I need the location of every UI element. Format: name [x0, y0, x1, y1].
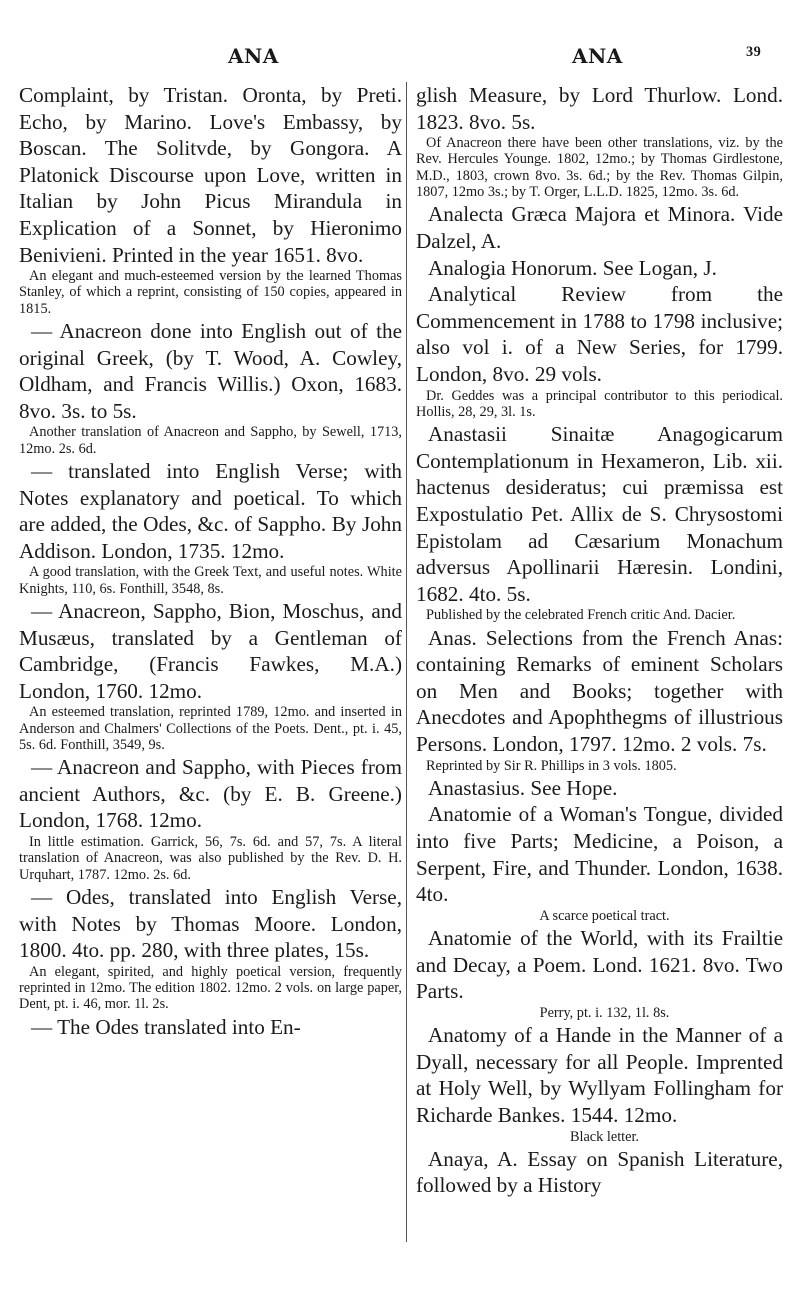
- entry-text: Anas. Selections from the French Anas: containing Remarks of eminent Scholars on Men and Books; together with Anecdotes and Apophthegms of illustrious Persons. London, 1797. 12mo. 2 vols. 7s.: [416, 625, 783, 756]
- entry-anas: [416, 625, 783, 774]
- entry-note: An elegant and much-esteemed version by the learned Thomas Stanley, of which a reprint, consisting of 150 copies, appeared in 1815.: [19, 268, 402, 317]
- entry-note: Another translation of Anacreon and Sappho, by Sewell, 1713, 12mo. 2s. 6d.: [19, 424, 402, 457]
- entry-analytical-review: [416, 281, 783, 420]
- entry-anatomy-hande: [416, 1022, 783, 1145]
- entry-text: Analogia Honorum. See Logan, J.: [428, 255, 717, 280]
- entry-analecta: [416, 201, 783, 254]
- entry-text: — Anacreon done into English out of the original Greek, (by T. Wood, A. Cowley, Oldham, and Francis Willis.) Oxon, 1683. 8vo. 3s. to 5s.: [19, 319, 402, 423]
- entry-text: — Odes, translated into English Verse, with Notes by Thomas Moore. London, 1800. 4to. pp. 280, with three plates, 15s.: [19, 884, 402, 963]
- entry-text: — The Odes translated into En-: [31, 1014, 301, 1039]
- entry-text: Analecta Græca Majora et Minora. Vide Dalzel, A.: [416, 202, 783, 253]
- entry-odes-thurlow-end: [416, 82, 783, 200]
- entry-text: Anatomy of a Hande in the Manner of a Dyall, necessary for all People. Imprented at Holy Well, by Wyllyam Follingham for Richarde Bankes. 1544. 12mo.: [416, 1023, 783, 1127]
- entry-note: Perry, pt. i. 132, 1l. 8s.: [539, 1004, 670, 1021]
- running-head-left: ANA: [228, 44, 279, 68]
- entry-anacreon-greene: [19, 754, 402, 883]
- entry-text: Anastasii Sinaitæ Anagogicarum Contemplationum in Hexameron, Lib. xii. hactenus desideratus; cui præmissa est Expostulatio Pet. Allix de S. Chrysostomi Epistolam ad Cæsarium Monachum adversus Apollinarii Hæresin. Londini, 1682. 4to. 5s.: [416, 422, 783, 606]
- entry-text: Complaint, by Tristan. Oronta, by Preti. Echo, by Marino. Love's Embassy, by Boscan. The Solitvde, by Gongora. A Platonick Discourse upon Love, written in Italian by John Picus Mirandula in Explication of a Sonnet, by Hieronimo Benivieni. Printed in the year 1651. 8vo.: [19, 83, 402, 267]
- page-number: 39: [746, 44, 762, 60]
- entry-note: Black letter.: [569, 1128, 640, 1145]
- entry-text: Anaya, A. Essay on Spanish Literature, followed by a History: [416, 1146, 783, 1198]
- entry-text: Analytical Review from the Commencement in 1788 to 1798 inclusive; also vol i. of a New Series, for 1799. London, 8vo. 29 vols.: [416, 282, 783, 386]
- entry-text: — Anacreon, Sappho, Bion, Moschus, and Musæus, translated by a Gentleman of Cambridge, (Francis Fawkes, M.A.) London, 1760. 12mo.: [19, 598, 402, 703]
- entry-anaya: [416, 1146, 783, 1199]
- entry-text: glish Measure, by Lord Thurlow. Lond. 1823. 8vo. 5s.: [416, 83, 783, 134]
- left-column: [19, 82, 402, 1040]
- entry-text: Anatomie of a Woman's Tongue, divided into five Parts; Medicine, a Poison, a Serpent, Fire, and Thunder. London, 1638. 4to.: [416, 802, 783, 907]
- entry-note: Of Anacreon there have been other translations, viz. by the Rev. Hercules Younge. 1802, 12mo.; by Thomas Girdlestone, M.D., 1803, crown 8vo. 3s. 6d.; by the Rev. Thomas Gilpin, 1807, 12mo 3s.; by T. Orger, L.L.D. 1825, 12mo. 3s. 6d.: [416, 135, 783, 201]
- column-divider: [406, 82, 407, 1242]
- entry-anacreon-oxon: [19, 318, 402, 457]
- entry-anastasii: [416, 421, 783, 623]
- right-column: [416, 82, 783, 1199]
- entry-anacreon-fawkes: [19, 598, 402, 753]
- entry-anatomie-tongue: [416, 801, 783, 924]
- entry-anatomie-world: [416, 925, 783, 1021]
- entry-text: — Anacreon and Sappho, with Pieces from ancient Authors, &c. (by E. B. Greene.) London, 1768. 12mo.: [19, 755, 402, 833]
- entry-note: An elegant, spirited, and highly poetical version, frequently reprinted in 12mo. The edition 1802. 12mo. 2 vols. on large paper, Dent, pt. i. 46, mor. 1l. 2s.: [19, 963, 402, 1013]
- running-head-right: ANA: [572, 44, 623, 68]
- entry-note: A scarce poetical tract.: [539, 907, 670, 924]
- entry-note: Dr. Geddes was a principal contributor to this periodical. Hollis, 28, 29, 3l. 1s.: [416, 387, 783, 420]
- entry-note: A good translation, with the Greek Text, and useful notes. White Knights, 110, 6s. Fonthill, 3548, 8s.: [19, 564, 402, 597]
- entry-text: — translated into English Verse; with Notes explanatory and poetical. To which are added, the Odes, &c. of Sappho. By John Addison. London, 1735. 12mo.: [19, 459, 402, 563]
- entry-text: Anatomie of the World, with its Frailtie and Decay, a Poem. Lond. 1621. 8vo. Two Parts.: [416, 926, 783, 1004]
- entry-anacreon-addison: [19, 458, 402, 597]
- entry-theatre-of-love: [19, 82, 402, 317]
- entry-note: In little estimation. Garrick, 56, 7s. 6d. and 57, 7s. A literal translation of Anacreon, was also published by the Rev. D. H. Urquhart, 1787. 12mo. 2s. 6d.: [19, 834, 402, 883]
- entry-note: An esteemed translation, reprinted 1789, 12mo. and inserted in Anderson and Chalmers' Collections of the Poets. Dent., pt. i. 45, 5s. 6d. Fonthill, 3549, 9s.: [19, 704, 402, 753]
- entry-anastasius: [416, 775, 783, 802]
- entry-analogia: [416, 255, 783, 282]
- entry-note: Published by the celebrated French critic And. Dacier.: [426, 607, 736, 624]
- entry-odes-thurlow-start: [19, 1014, 402, 1041]
- entry-text: Anastasius. See Hope.: [428, 775, 618, 800]
- entry-note: Reprinted by Sir R. Phillips in 3 vols. 1805.: [426, 757, 677, 774]
- entry-odes-moore: [19, 884, 402, 1013]
